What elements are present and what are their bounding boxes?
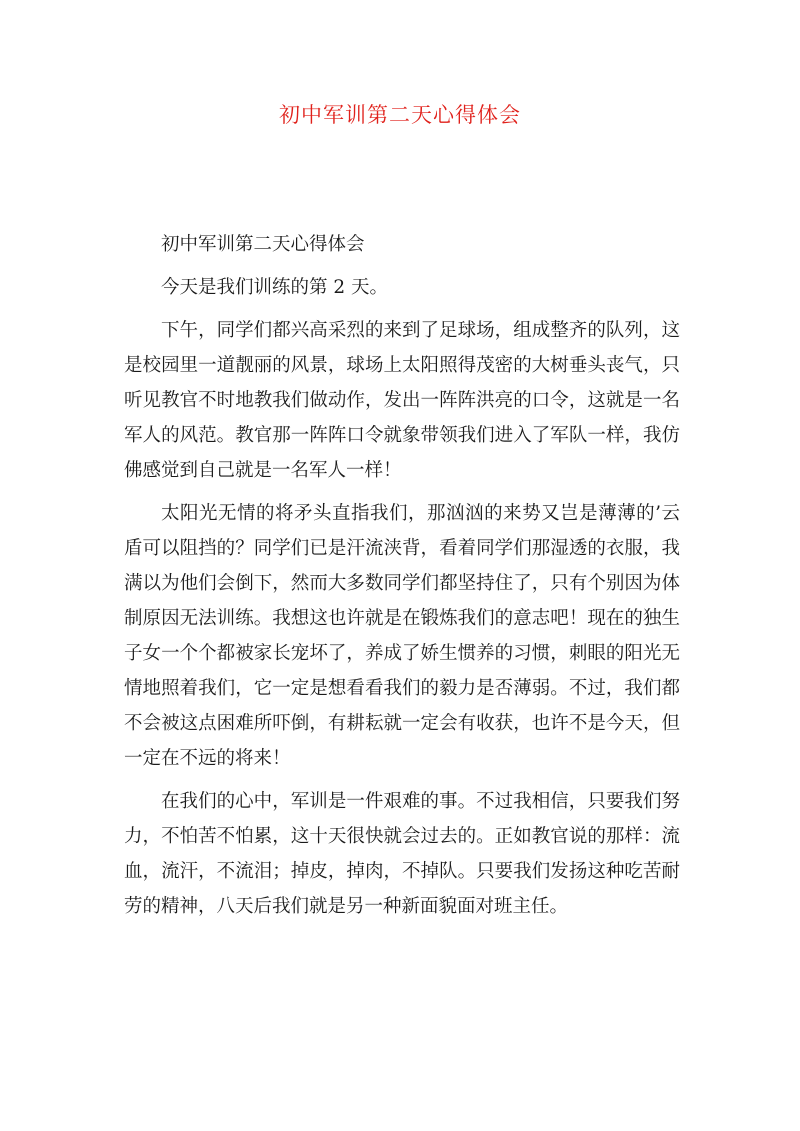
paragraph-afternoon: 下午，同学们都兴高采烈的来到了足球场，组成整齐的队列，这是校园里一道靓丽的风景，球场上太阳照得茂密的大树垂头丧气，只听见教官不时地教我们做动作，发出一阵阵洪亮的口令，这就是一名军人的风范。教官那一阵阵口令就象带领我们进入了军队一样，我仿佛感觉到自己就是一名军人一样！	[124, 320, 680, 481]
paragraph-conclusion: 在我们的心中，军训是一件艰难的事。不过我相信，只要我们努力，不怕苦不怕累，这十天很快就会过去的。正如教官说的那样：流血，流汗，不流泪；掉皮，掉肉，不掉队。只要我们发扬这种吃苦耐劳的精神，八天后我们就是另一种新面貌面对班主任。	[124, 791, 680, 917]
document-title: 初中军训第二天心得体会	[279, 103, 521, 127]
paragraph-sunlight: 太阳光无情的将矛头直指我们，那汹汹的来势又岂是薄薄的’云盾可以阻挡的？同学们已是汗流浃背，看着同学们那湿透的衣服，我满以为他们会倒下，然而大多数同学们都坚持住了，只有个别因为体制原因无法训练。我想这也许就是在锻炼我们的意志吧！现在的独生子女一个个都被家长宠坏了，养成了娇生惯养的习惯，刺眼的阳光无情地照着我们，它一定是想看看我们的毅力是否薄弱。不过，我们都不会被这点困难所吓倒，有耕耘就一定会有收获，也许不是今天，但一定在不远的将来！	[124, 503, 680, 769]
document-body	[124, 227, 680, 932]
paragraph-intro: 今天是我们训练的第 2 天。	[161, 277, 389, 298]
paragraph-subtitle: 初中军训第二天心得体会	[161, 234, 365, 255]
